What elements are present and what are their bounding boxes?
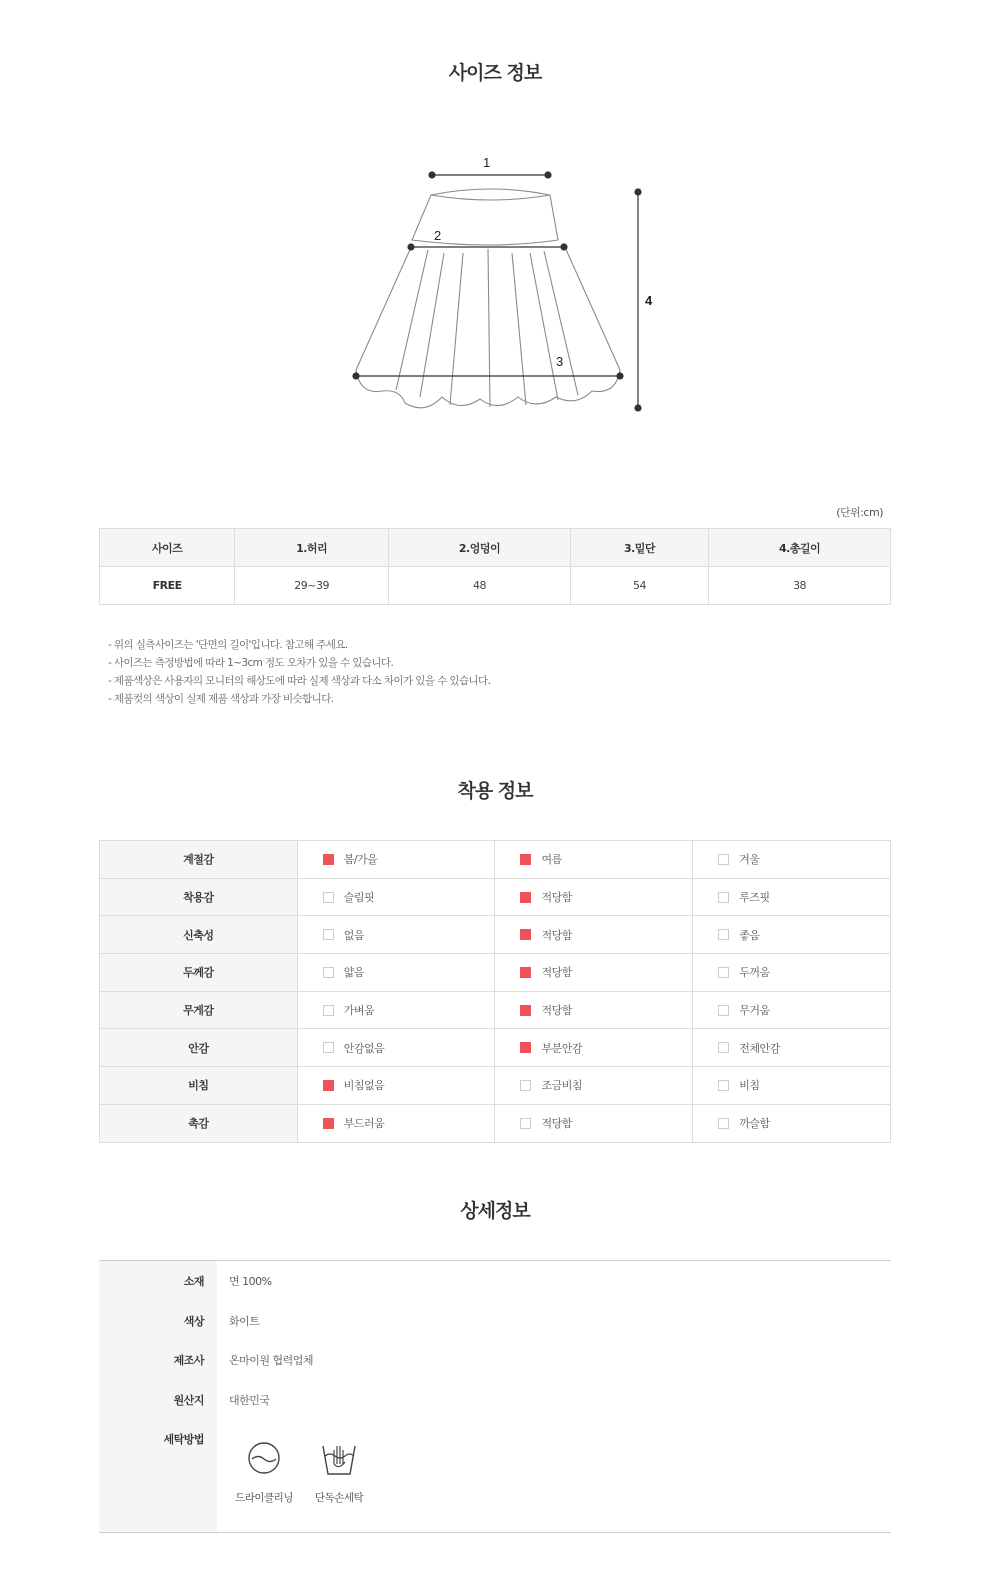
- fit-table: [99, 840, 891, 1143]
- fit-option-label: 무거움: [739, 1004, 770, 1018]
- detail-key: 소재: [183, 1275, 204, 1288]
- fit-option-label: 여름: [541, 853, 562, 867]
- fit-option: [297, 1029, 495, 1067]
- size-table-row: [100, 567, 891, 605]
- size-table-cell: 48: [389, 567, 571, 605]
- fit-row: [100, 916, 891, 954]
- fit-row-label: 계절감: [100, 841, 298, 879]
- size-info-title: 사이즈 정보: [448, 62, 542, 84]
- checked-box-icon: [520, 929, 531, 940]
- fit-option: [297, 878, 495, 916]
- note-line: - 사이즈는 측정방법에 따라 1~3cm 정도 오차가 있을 수 있습니다.: [108, 657, 394, 669]
- detail-key: 색상: [183, 1315, 204, 1328]
- fit-option-label: 비침없음: [343, 1079, 385, 1093]
- fit-row-label: 안감: [100, 1029, 298, 1067]
- fit-option-label: 적당함: [541, 966, 572, 980]
- size-table-cell: 29~39: [235, 567, 389, 605]
- fit-option: [693, 954, 891, 992]
- size-table-cell: 38: [709, 567, 891, 605]
- fit-option: [693, 1067, 891, 1105]
- fit-option-label: 봄/가을: [343, 853, 378, 867]
- fit-option-label: 비침: [739, 1079, 760, 1093]
- detail-value: 화이트: [229, 1315, 260, 1328]
- fit-row: [100, 954, 891, 992]
- detail-key: 세탁방법: [163, 1433, 204, 1446]
- unchecked-box-icon: [718, 1042, 729, 1053]
- measure-label-2: 2: [434, 228, 442, 243]
- unchecked-box-icon: [520, 1118, 531, 1129]
- fit-row: [100, 991, 891, 1029]
- unchecked-box-icon: [718, 1118, 729, 1129]
- hand-wash-icon: [319, 1440, 359, 1476]
- size-table-header-cell: 사이즈: [100, 529, 235, 567]
- size-table-cell: FREE: [100, 567, 235, 605]
- fit-row-label: 무게감: [100, 991, 298, 1029]
- fit-option: [297, 991, 495, 1029]
- unchecked-box-icon: [323, 967, 334, 978]
- fit-option: [495, 841, 693, 879]
- checked-box-icon: [323, 854, 334, 865]
- fit-row-label: 촉감: [100, 1104, 298, 1142]
- fit-option: [297, 954, 495, 992]
- fit-option: [495, 954, 693, 992]
- fit-option: [495, 1029, 693, 1067]
- unchecked-box-icon: [323, 892, 334, 903]
- detail-key: 원산지: [173, 1394, 204, 1407]
- checked-box-icon: [323, 1118, 334, 1129]
- size-table-header-cell: 2.엉덩이: [389, 529, 571, 567]
- unchecked-box-icon: [718, 929, 729, 940]
- fit-row-label: 비침: [100, 1067, 298, 1105]
- fit-row-label: 착용감: [100, 878, 298, 916]
- fit-row: [100, 1104, 891, 1142]
- unchecked-box-icon: [718, 892, 729, 903]
- unchecked-box-icon: [718, 1080, 729, 1091]
- fit-option: [693, 841, 891, 879]
- unchecked-box-icon: [323, 929, 334, 940]
- fit-row: [100, 1029, 891, 1067]
- fit-option-label: 슬림핏: [343, 891, 375, 905]
- size-table-header-cell: 3.밑단: [570, 529, 708, 567]
- checked-box-icon: [520, 967, 531, 978]
- size-table-cell: 54: [570, 567, 708, 605]
- checked-box-icon: [520, 1042, 531, 1053]
- fit-option-label: 겨울: [739, 853, 760, 867]
- fit-option: [297, 916, 495, 954]
- checked-box-icon: [323, 1080, 334, 1091]
- dry-clean-icon: [244, 1440, 284, 1476]
- checked-box-icon: [520, 854, 531, 865]
- detail-info-title: 상세정보: [460, 1200, 530, 1222]
- detail-value: 면 100%: [229, 1275, 272, 1288]
- detail-table: [99, 1260, 891, 1533]
- fit-option-label: 부분안감: [541, 1041, 582, 1055]
- fit-option: [693, 1104, 891, 1142]
- wash-label: 단독손세탁: [314, 1492, 364, 1504]
- size-notes: [108, 636, 490, 708]
- checked-box-icon: [520, 892, 531, 903]
- fit-row: [100, 878, 891, 916]
- fit-option: [495, 1104, 693, 1142]
- fit-row: [100, 841, 891, 879]
- fit-option-label: 좋음: [739, 928, 760, 942]
- note-line: - 제품컷의 색상이 실제 제품 색상과 가장 비슷합니다.: [108, 693, 334, 705]
- fit-option: [495, 878, 693, 916]
- unchecked-box-icon: [718, 1005, 729, 1016]
- fit-option: [495, 1067, 693, 1105]
- fit-option-label: 조금비침: [541, 1079, 582, 1093]
- fit-option-label: 가벼움: [343, 1004, 375, 1018]
- measure-label-4: 4: [645, 293, 653, 308]
- wash-method-hand-wash: [299, 1440, 379, 1505]
- fit-option: [297, 841, 495, 879]
- fit-option-label: 부드러움: [343, 1117, 385, 1131]
- fit-option-label: 없음: [343, 928, 364, 942]
- fit-option: [297, 1067, 495, 1105]
- unchecked-box-icon: [718, 967, 729, 978]
- fit-option-label: 안감없음: [343, 1041, 385, 1055]
- unchecked-box-icon: [323, 1005, 334, 1016]
- fit-row-label: 신축성: [100, 916, 298, 954]
- unit-label: (단위:cm): [836, 506, 883, 519]
- fit-row: [100, 1067, 891, 1105]
- size-table-header-cell: 1.허리: [235, 529, 389, 567]
- measure-label-3: 3: [556, 354, 564, 369]
- size-table: [99, 528, 891, 605]
- unchecked-box-icon: [718, 854, 729, 865]
- fit-option: [693, 916, 891, 954]
- fit-option: [297, 1104, 495, 1142]
- fit-option-label: 전체안감: [739, 1041, 780, 1055]
- fit-option: [693, 878, 891, 916]
- detail-value: 대한민국: [229, 1394, 270, 1407]
- size-table-header-cell: 4.총길이: [709, 529, 891, 567]
- fit-option-label: 적당함: [541, 891, 572, 905]
- size-table-header: [100, 529, 891, 567]
- fit-option: [495, 916, 693, 954]
- fit-option-label: 적당함: [541, 928, 572, 942]
- fit-row-label: 두께감: [100, 954, 298, 992]
- unchecked-box-icon: [323, 1042, 334, 1053]
- note-line: - 위의 실측사이즈는 '단면의 길이'입니다. 참고해 주세요.: [108, 639, 348, 651]
- detail-key: 제조사: [173, 1354, 204, 1367]
- fit-info-title: 착용 정보: [457, 780, 533, 802]
- measure-label-1: 1: [483, 155, 491, 170]
- skirt-measurement-diagram: [330, 145, 670, 425]
- fit-option-label: 얇음: [343, 966, 364, 980]
- note-line: - 제품색상은 사용자의 모니터의 해상도에 따라 실제 색상과 다소 차이가 있을 수 있습니다.: [108, 675, 491, 687]
- wash-method-dry-clean: [224, 1440, 304, 1505]
- wash-label: 드라이클리닝: [235, 1492, 293, 1504]
- detail-value: 온마이원 협력업체: [229, 1354, 314, 1367]
- fit-option-label: 두꺼움: [739, 966, 770, 980]
- fit-option: [693, 991, 891, 1029]
- fit-option-label: 적당함: [541, 1117, 572, 1131]
- fit-option-label: 까슬함: [739, 1117, 770, 1131]
- fit-option: [495, 991, 693, 1029]
- checked-box-icon: [520, 1005, 531, 1016]
- fit-option-label: 적당함: [541, 1004, 572, 1018]
- fit-option: [693, 1029, 891, 1067]
- unchecked-box-icon: [520, 1080, 531, 1091]
- fit-option-label: 루즈핏: [739, 891, 770, 905]
